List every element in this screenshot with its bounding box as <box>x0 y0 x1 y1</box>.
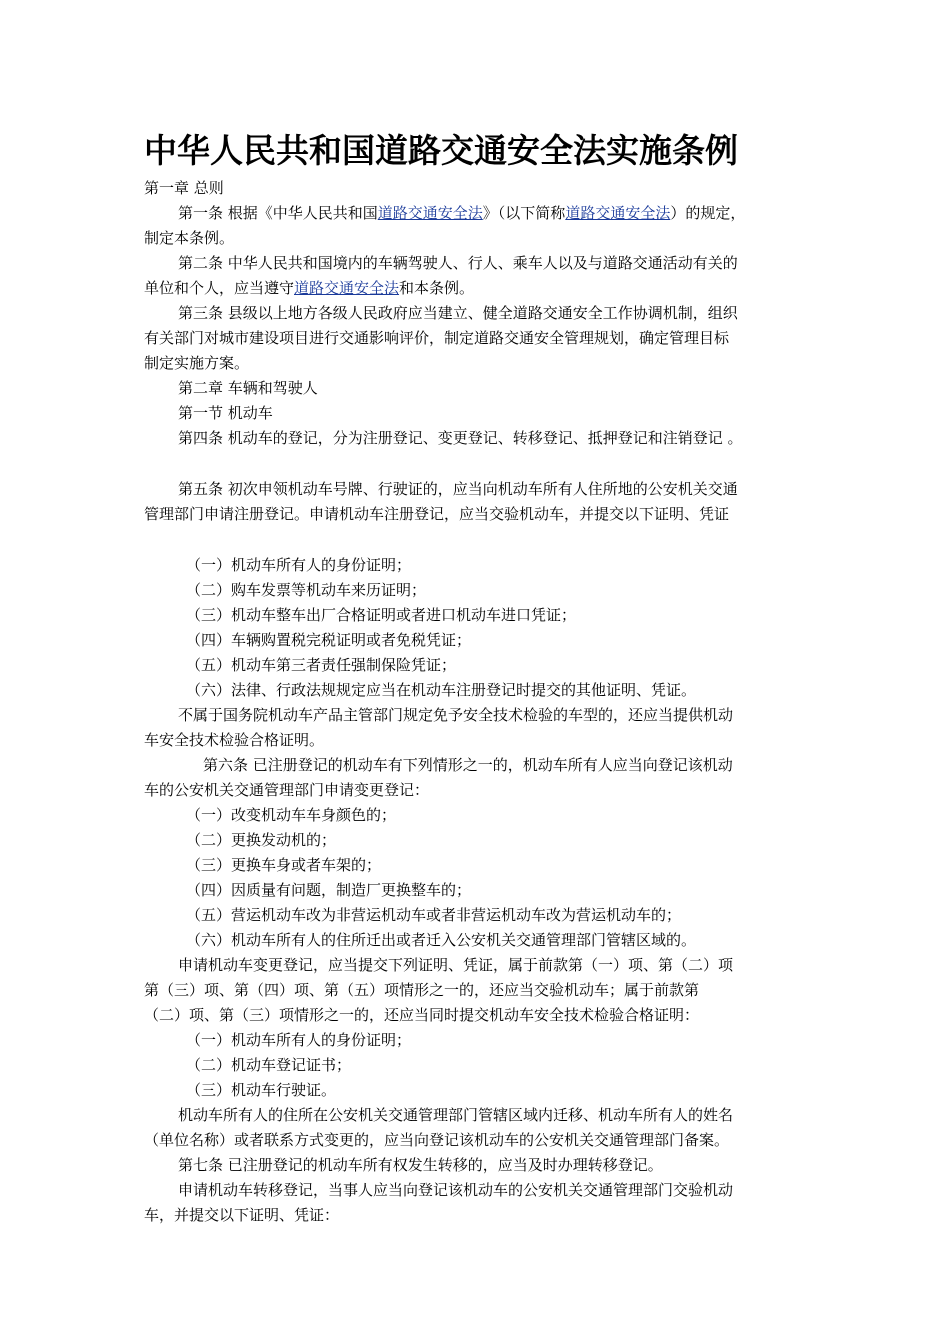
law-link[interactable]: 道路交通安全法 <box>377 204 483 222</box>
list-item: （二）购车发票等机动车来历证明； <box>186 581 427 599</box>
list-item: （六）机动车所有人的住所迁出或者迁入公安机关交通管理部门管辖区域的。 <box>186 931 697 949</box>
law-link[interactable]: 道路交通安全法 <box>565 204 671 222</box>
paragraph-line: 制定实施方案。 <box>144 354 250 372</box>
blank-line <box>144 527 820 553</box>
list-item: （二）更换发动机的； <box>186 831 337 849</box>
paragraph-line: 第（三）项、第（四）项、第（五）项情形之一的，还应当交验机动车；属于前款第 <box>144 981 700 999</box>
list-item: （五）机动车第三者责任强制保险凭证； <box>186 656 457 674</box>
list-item: （六）法律、行政法规规定应当在机动车注册登记时提交的其他证明、凭证。 <box>186 681 697 699</box>
paragraph-line: 申请机动车转移登记，当事人应当向登记该机动车的公安机关交通管理部门交验机动 <box>178 1181 734 1199</box>
paragraph-line: （二）项、第（三）项情形之一的，还应当同时提交机动车安全技术检验合格证明： <box>144 1006 700 1024</box>
article-6-line: 第六条 已注册登记的机动车有下列情形之一的，机动车所有人应当向登记该机动 <box>203 756 733 774</box>
paragraph-line: 不属于国务院机动车产品主管部门规定免予安全技术检验的车型的，还应当提供机动 <box>178 706 734 724</box>
list-item: （三）机动车行驶证。 <box>186 1081 337 1099</box>
document-page <box>144 126 820 1228</box>
paragraph-line: 机动车所有人的住所在公安机关交通管理部门管辖区域内迁移、机动车所有人的姓名 <box>178 1106 734 1124</box>
article-3-line: 第三条 县级以上地方各级人民政府应当建立、健全道路交通安全工作协调机制，组织 <box>178 304 738 322</box>
paragraph-line: （单位名称）或者联系方式变更的，应当向登记该机动车的公安机关交通管理部门备案。 <box>144 1131 730 1149</box>
paragraph-line: 车，并提交以下证明、凭证： <box>144 1206 340 1224</box>
section-heading: 第一节 机动车 <box>178 404 273 422</box>
article-7-line: 第七条 已注册登记的机动车所有权发生转移的，应当及时办理转移登记。 <box>178 1156 663 1174</box>
chapter-heading: 第二章 车辆和驾驶人 <box>178 379 318 397</box>
law-link[interactable]: 道路交通安全法 <box>294 279 400 297</box>
list-item: （四）因质量有问题，制造厂更换整车的； <box>186 881 472 899</box>
text-span: ）的规定， <box>670 204 746 222</box>
text-span: 第一条 根据《中华人民共和国 <box>178 204 378 222</box>
document-title: 中华人民共和国道路交通安全法实施条例 <box>144 131 738 170</box>
list-item: （三）更换车身或者车架的； <box>186 856 382 874</box>
article-4-line: 第四条 机动车的登记，分为注册登记、变更登记、转移登记、抵押登记和注销登记 。 <box>178 429 743 447</box>
list-item: （一）改变机动车车身颜色的； <box>186 806 397 824</box>
text-span: 》（以下简称 <box>482 204 566 222</box>
list-item: （一）机动车所有人的身份证明； <box>186 1031 412 1049</box>
paragraph-line: 制定本条例。 <box>144 229 235 247</box>
paragraph-line: 申请机动车变更登记，应当提交下列证明、凭证，属于前款第（一）项、第（二）项 <box>178 956 734 974</box>
paragraph-line: 有关部门对城市建设项目进行交通影响评价，制定道路交通安全管理规划，确定管理目标 <box>144 329 730 347</box>
chapter-heading: 第一章 总则 <box>144 179 224 197</box>
list-item: （四）车辆购置税完税证明或者免税凭证； <box>186 631 472 649</box>
text-span: 和本条例。 <box>399 279 475 297</box>
text-span: 单位和个人，应当遵守 <box>144 279 295 297</box>
paragraph-line <box>144 276 820 301</box>
list-item: （一）机动车所有人的身份证明； <box>186 556 412 574</box>
list-item: （五）营运机动车改为非营运机动车或者非营运机动车改为营运机动车的； <box>186 906 682 924</box>
list-item: （二）机动车登记证书； <box>186 1056 352 1074</box>
paragraph-line: 车的公安机关交通管理部门申请变更登记： <box>144 781 430 799</box>
article-5-line: 第五条 初次申领机动车号牌、行驶证的，应当向机动车所有人住所地的公安机关交通 <box>178 480 738 498</box>
list-item: （三）机动车整车出厂合格证明或者进口机动车进口凭证； <box>186 606 577 624</box>
article-1-line <box>144 201 820 226</box>
paragraph-line: 管理部门申请注册登记。申请机动车注册登记，应当交验机动车，并提交以下证明、凭证 <box>144 505 730 523</box>
paragraph-line: 车安全技术检验合格证明。 <box>144 731 325 749</box>
article-2-line: 第二条 中华人民共和国境内的车辆驾驶人、行人、乘车人以及与道路交通活动有关的 <box>178 254 738 272</box>
blank-line <box>144 451 820 477</box>
